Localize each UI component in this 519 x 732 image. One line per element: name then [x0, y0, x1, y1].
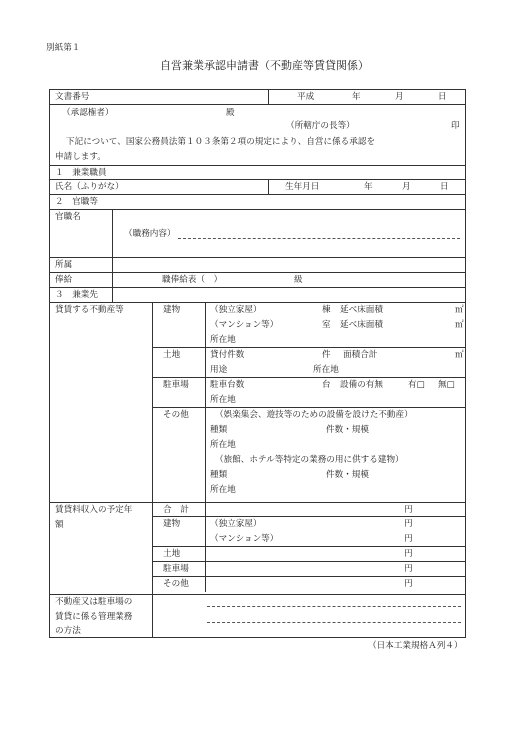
other-desc-entertainment: （娯楽集会、遊技等のための設備を設けた不動産） [215, 410, 413, 420]
mansion-label: （マンション等） [210, 320, 279, 330]
page-title: 自営兼業承認申請書（不動産等賃貸関係） [160, 59, 369, 72]
facility-yes-checkbox[interactable]: 有□ [408, 380, 425, 390]
jis-footer: （日本工業規格Ａ列４） [368, 641, 463, 651]
parking-count-unit: 台 [322, 380, 331, 390]
salary-grade: 級 [294, 275, 303, 285]
yen-detached: 円 [404, 519, 413, 529]
yen-mansion: 円 [404, 534, 413, 544]
other-kind-label-2: 種類 [210, 470, 228, 480]
income-parking-label: 駐車場 [163, 564, 189, 574]
income-land-label: 土地 [163, 549, 181, 559]
income-label-line1: 賃貸料収入の予定年 [55, 505, 133, 515]
annex-label: 別紙第１ [46, 43, 81, 53]
affiliation-label: 所属 [55, 260, 73, 270]
duties-label: （職務内容） [124, 229, 176, 239]
other-location-label-1: 所在地 [210, 440, 236, 450]
post-label: 官職名 [55, 212, 81, 222]
other-location-label-2: 所在地 [210, 485, 236, 495]
parking-label: 駐車場 [163, 380, 189, 390]
detached-label: （独立家屋） [210, 305, 262, 315]
floor-area-label-1: 延べ床面積 [340, 305, 383, 315]
other-scale-label-1: 件数・規模 [326, 425, 369, 435]
income-building-label: 建物 [163, 519, 181, 529]
facility-no-checkbox[interactable]: 無□ [438, 380, 455, 390]
section1-header: １ 兼業職員 [55, 168, 107, 178]
request-text-line2: 申請します。 [55, 152, 106, 162]
parking-location-label: 所在地 [210, 395, 236, 405]
birth-year: 年 [364, 182, 373, 192]
birth-day: 日 [440, 182, 449, 192]
yen-other: 円 [404, 579, 413, 589]
mgmt-label-line2: 賃貸に係る管理業務 [55, 612, 133, 622]
land-location-label: 所在地 [313, 365, 339, 375]
date-month: 月 [395, 92, 404, 102]
building-unit-rooms: 室 [322, 320, 331, 330]
date-era: 平成 [297, 92, 315, 102]
agency-head-label: （所轄庁の長等） [286, 121, 355, 131]
section3-header: ３ 兼業先 [55, 290, 98, 300]
mgmt-label-line3: の方法 [55, 626, 81, 636]
request-text-line1: 下記について、国家公務員法第１０３条第２項の規定により、自営に係る承認を [66, 137, 376, 147]
land-label: 土地 [163, 350, 181, 360]
yen-parking: 円 [404, 564, 413, 574]
income-mansion-label: （マンション等） [210, 534, 279, 544]
approver-label: （承認権者） [62, 108, 114, 118]
parking-count-label: 駐車台数 [210, 380, 245, 390]
income-detached-label: （独立家屋） [210, 519, 262, 529]
birth-month: 月 [402, 182, 411, 192]
income-other-label: その他 [163, 579, 189, 589]
sqm-unit-1: ㎡ [455, 305, 464, 315]
sqm-unit-3: ㎡ [455, 350, 464, 360]
birthdate-label: 生年月日 [285, 182, 320, 192]
building-label: 建物 [163, 305, 181, 315]
building-unit-mune: 棟 [322, 305, 331, 315]
yen-land: 円 [404, 549, 413, 559]
facility-label: 設備の有無 [340, 380, 383, 390]
yen-total: 円 [404, 505, 413, 515]
name-label: 氏名（ふりがな） [55, 182, 124, 192]
seal-mark: 印 [451, 121, 460, 131]
other-desc-hotel: （旅館、ホテル等特定の業務の用に供する建物） [215, 455, 404, 465]
salary-table: 職俸給表（ ） [162, 275, 223, 285]
other-kind-label-1: 種類 [210, 425, 228, 435]
date-year: 年 [352, 92, 361, 102]
dono: 殿 [226, 108, 235, 118]
other-scale-label-2: 件数・規模 [326, 470, 369, 480]
land-usage-label: 用途 [210, 365, 228, 375]
other-label: その他 [163, 410, 189, 420]
salary-label: 俸給 [55, 275, 73, 285]
doc-number-label: 文書番号 [55, 92, 90, 102]
lease-count-unit: 件 [322, 350, 331, 360]
income-total-label: 合 計 [163, 505, 189, 515]
section2-header: ２ 官職等 [55, 197, 98, 207]
date-day: 日 [438, 92, 447, 102]
floor-area-label-2: 延べ床面積 [340, 320, 383, 330]
mgmt-label-line1: 不動産又は駐車場の [55, 597, 133, 607]
lease-count-label: 貸付件数 [210, 350, 245, 360]
building-location-label: 所在地 [210, 335, 236, 345]
area-total-label: 面積合計 [343, 350, 378, 360]
income-label-line2: 額 [55, 520, 64, 530]
sqm-unit-2: ㎡ [455, 320, 464, 330]
rental-property-label: 貸賃する不動産等 [55, 305, 124, 315]
